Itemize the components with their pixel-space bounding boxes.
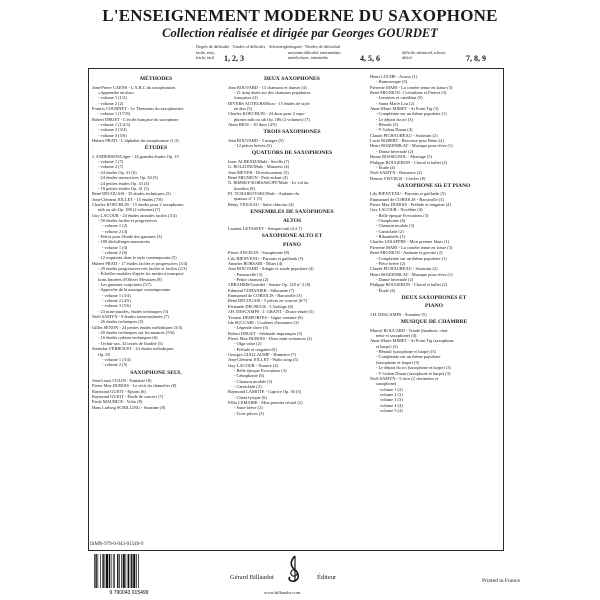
- catalog-entry: Marcel BOUCARD - Triade (hautbois, clari-: [370, 327, 449, 333]
- catalog-entry: Charles KOECHLIN - 15 études pour 2 saxophones: [92, 201, 184, 207]
- section-heading: PIANO: [282, 241, 302, 248]
- catalog-entry: Henri ROIZENBLAT - Musique pour rêver (1): [370, 271, 453, 277]
- barcode-bar: [113, 554, 114, 588]
- catalog-entry: - Techni-sax, 32 textes de fluidité (5): [98, 340, 163, 346]
- difficulty-legend: [196, 44, 496, 68]
- catalog-entry: Lily BIENVENU - Paysans et gaillarde (5): [370, 191, 446, 197]
- catalog-entry: Anne-Marie MIMET - At Point Tig (saxophone: [370, 338, 454, 344]
- catalog-entry: Philippe ROUGERON - Choral et ballet (2): [370, 159, 448, 165]
- barcode-bar: [133, 554, 135, 588]
- catalog-entry: - volume 3 (5/6): [98, 132, 127, 138]
- catalog-entry: Isaac ALBENIZ/Mule - Sevilla (7): [228, 158, 290, 164]
- catalog-entry: Robert DRUET - L'école française du saxophone: [92, 116, 179, 122]
- catalog-entry: - Danse hivernale (2): [376, 148, 414, 154]
- catalog-entry: Stanislas VERROUST - 24 études mélodiques: [92, 346, 174, 352]
- treble-clef-logo-icon: [284, 555, 306, 583]
- catalog-entry: - Complainte sur un thème populaire (1): [376, 111, 447, 117]
- catalog-entry: - 100 déchiffrages manuscrits: [98, 239, 150, 245]
- catalog-entry: Guy LACOUR - 24 études atonales faciles (3/4): [92, 212, 177, 218]
- catalog-entry: - 12 pièces brèves (5): [234, 143, 272, 149]
- catalog-entry: Jean-Clément JOLLET - 15 études (7/8): [92, 196, 163, 202]
- catalog-entry: Yvonne DESPORTES - Gigue variante (6): [228, 314, 303, 320]
- catalog-entry: tions limitées d'Olivier Messiaen (8): [98, 276, 162, 282]
- section-heading: MUSIQUE DE CHAMBRE: [400, 319, 468, 326]
- legend-heading: Degrés de difficulté · Grades of difficulty · Schwierigkeitsgrad · Niveles de dificultad: [196, 44, 340, 49]
- catalog-column-left: [92, 74, 220, 410]
- catalog-entry: J.H. DESCAMPS / J. GRANT - Douce étude (5): [228, 309, 314, 315]
- catalog-entry: - volume 2 (4): [102, 228, 128, 234]
- catalog-entry: - volume 1 (3/4): [102, 356, 131, 362]
- catalog-entry: Noël SAMYN - 9 études transcendantes (7): [92, 314, 169, 320]
- section-heading: QUATUORS DE SAXOPHONES: [251, 150, 333, 157]
- catalog-entry: Jean MEYER - Divertissement (5): [228, 169, 289, 175]
- catalog-entry: - 20 études techniques sur les nuances (5/6): [98, 330, 175, 336]
- barcode-digits: 9 790043 015499: [109, 590, 149, 595]
- legend-level-nums: 1, 2, 3: [224, 54, 244, 63]
- catalog-entry: Guy LACOUR - Nocéline (4): [370, 207, 423, 213]
- section-heading: MÉTHODES: [139, 76, 173, 82]
- catalog-entry: saxophone): [376, 381, 397, 387]
- catalog-column-middle: [228, 74, 356, 416]
- catalog-entry: Emmanuel de CORIOLIS - Barcarolle (3): [228, 293, 302, 299]
- catalog-entry: bourdon (8): [234, 185, 255, 191]
- barcode-bar: [114, 554, 115, 588]
- catalog-entry: Jean-Louis COLIN - Fantaisie (8): [92, 378, 152, 384]
- catalog-entry: Hubert PRATI - L'alphabet du saxophoniste (1/2): [92, 137, 179, 143]
- catalog-entry: - Ozraphonie (6): [376, 218, 406, 224]
- catalog-entry: et harpe) (3): [376, 343, 398, 349]
- catalog-entry: - volume 2 (3/4): [98, 127, 127, 133]
- catalog-entry: René MIGNION - Petit enfant (4): [228, 174, 288, 180]
- catalog-entry: - Pièce brève (2): [376, 260, 406, 266]
- page-title: L'ENSEIGNEMENT MODERNE DU SAXOPHONE: [102, 6, 498, 25]
- catalog-entry: Jean BOUVARD - 13 chansons et danses (4): [228, 84, 307, 90]
- section-heading: TROIS SAXOPHONES: [263, 129, 321, 136]
- catalog-entry: Jean BOUVARD - 5 images (5): [228, 137, 284, 143]
- barcode-bar: [131, 554, 132, 588]
- catalog-entry: Raymond GUIOT - Epsom (6): [92, 388, 146, 394]
- catalog-entry: DIVERS AUTEURS/Riou - 15 études de style: [228, 100, 310, 106]
- catalog-entry: (saxophone et harpe) (3): [376, 359, 420, 365]
- catalog-entry: - Étude (4): [376, 164, 396, 170]
- catalog-entry: Noël SAMYN - 5 trios (2 clarinettes et: [370, 375, 439, 381]
- barcode-bar: [105, 554, 106, 588]
- catalog-entry: - Chanson modale (3): [376, 223, 415, 229]
- catalog-entry: - 24 études Op. 21 (6): [98, 169, 137, 175]
- catalog-entry: - Pastourelle (3): [234, 271, 263, 277]
- page-subtitle: Collection réalisée et dirigée par Georges GOURDET: [162, 26, 438, 40]
- catalog-entry: Charles KOECHLIN - 24 duos pour 2 sapo-: [228, 111, 306, 117]
- catalog-entry: - Belle époque Evocations (3): [234, 367, 287, 373]
- catalog-entry: Hubert PRATI - 17 études faciles et progressives (3/4): [92, 260, 188, 266]
- catalog-entry: Jean-Pierre CAENS - L'A.B.C du saxophoniste,: [92, 84, 177, 90]
- catalog-entry: - Chanson modale (3): [234, 378, 273, 384]
- catalog-entry: - Y Galem Druan (saxophone et harpe) (3): [376, 370, 451, 376]
- publisher-name: Gérard Billaudot: [230, 574, 274, 581]
- barcode-bar: [130, 554, 131, 588]
- catalog-entry: Claude PICHAUREAU - Saximini (2): [370, 132, 438, 138]
- catalog-entry: - 50 études faciles et progressives: [98, 217, 158, 223]
- legend-level-label: facile, easy, leicht, fácil: [196, 50, 215, 60]
- catalog-entry: G. BOLZONI/Mule - Minuetto (4): [228, 164, 290, 170]
- catalog-entry: volume 4 (4): [380, 402, 403, 408]
- catalog-entry: Rémy VIOLEAU - Suite chinoise (4): [228, 201, 294, 207]
- catalog-entry: - volume 2 (6): [102, 249, 128, 255]
- barcode-bar: [95, 554, 96, 588]
- catalog-entry: Edmond COHANIER - Silhouette (7): [228, 287, 295, 293]
- catalog-entry: mib ou sib Op. 188 (2 volumes) (7): [98, 207, 161, 213]
- catalog-entry: - Les gammes conjointes (5/7): [98, 282, 152, 288]
- barcode-image: [92, 553, 166, 595]
- barcode-bar: [109, 554, 110, 588]
- catalog-entry: Laurent LETASSEY - Sempre tutti (4 à 7): [228, 226, 302, 232]
- catalog-entry: - Approche de la musique contemporaine: [98, 287, 171, 293]
- catalog-entry: Pierre Max DUBOIS - Le récit du chamelier (8): [92, 383, 177, 389]
- barcode-bar: [111, 554, 112, 588]
- catalog-entry: Pierre Max DUBOIS - Deux mini-romances (2): [228, 335, 312, 341]
- catalog-entry: - Y Galem Druan (4): [376, 127, 413, 133]
- catalog-entry: volume 5 (4): [380, 407, 403, 413]
- catalog-entry: Philippe ROUGERON - Choral et ballet (2): [370, 282, 448, 288]
- catalog-entry: - Canticlade (2): [234, 383, 262, 389]
- catalog-entry: Lucie ROBERT - Berceuse pour Rémi (2): [370, 138, 444, 144]
- catalog-entry: P.I. TCHAIKOVSKI/Mule - Andante du: [228, 191, 299, 196]
- catalog-entry: Hans Ludwig SCHILLING - Sonatine (8): [92, 404, 166, 410]
- catalog-entry: - Chant lyrique (6): [234, 394, 267, 400]
- legend-level-label: difficile, advanced, schwer, difícil: [402, 50, 446, 60]
- catalog-entry: Jean BOUVARD - Adagio et ronde populaire (4): [228, 266, 314, 272]
- catalog-entry: volume 3 (3): [380, 397, 403, 403]
- barcode-bar: [102, 554, 103, 588]
- catalog-entry: - Danse hivernale (2): [376, 276, 414, 282]
- legend-level-label: moyenne difficulté, intermediate, mittelschwer, intermedio: [288, 50, 342, 60]
- isbn-text: ISMN-979-0-043-01549-9: [90, 542, 144, 547]
- catalog-entry: - Trois pièces (3): [234, 410, 264, 416]
- catalog-entry: - Le départ du roi (saxophone et harpe) (3): [376, 365, 451, 371]
- catalog-entry: - 24 études instructives Op. 30 (5): [98, 175, 158, 181]
- catalog-entry: René MIGNION - Colombine et Pierrot (3): [370, 90, 447, 96]
- catalog-entry: J.H. DESCAMPS - Sonatine (5): [370, 311, 427, 317]
- catalog-entry: - Hérault (saxophone et harpe) (3): [376, 349, 436, 355]
- catalog-entry: - Belle époque Evocations (3): [376, 212, 429, 218]
- catalog-column-right: [370, 74, 498, 413]
- section-heading: ÉTUDES: [144, 145, 168, 152]
- catalog-entry: Claude PICHAUREAU - Saximini (2): [370, 266, 438, 272]
- catalog-entry: Gilles SENON - 24 petites études mélodiques (3/4): [92, 324, 183, 330]
- catalog-entry: Raymond GUIOT - Étude de concert (7): [92, 394, 164, 400]
- catalog-entry: - volume 2 (7): [98, 164, 124, 170]
- catalog-entry: - volume 3 (5/6): [102, 303, 131, 309]
- catalog-entry: - Olga valse (2): [234, 341, 262, 347]
- catalog-entry: - volume 1 (3/4): [102, 292, 131, 298]
- catalog-entry: - volume 1 (2): [102, 223, 128, 229]
- catalog-entry: Pierrette MARI - La comète tenue en laisse (3): [370, 244, 453, 250]
- publisher-url: www.billaudot.com: [264, 590, 301, 595]
- catalog-entry: Alain RIOU - 10 duos (4/5): [228, 121, 277, 127]
- barcode-bar: [106, 554, 108, 588]
- catalog-entry: - Complainte sur un thème populaire (1): [376, 255, 447, 261]
- catalog-entry: J.BRAHMS/Gourdet - Sonate Op. 120 n° 2 (8): [228, 282, 311, 288]
- barcode-bar: [138, 554, 139, 588]
- catalog-entry: - 18 petites études Op. 41 (5): [98, 185, 150, 191]
- catalog-entry: René DECOUAIS - 5 pièces en concert (6/7): [228, 298, 308, 304]
- section-heading: DEUX SAXOPHONES ET: [401, 294, 467, 301]
- catalog-entry: - Canticlade (2): [376, 228, 404, 234]
- catalog-entry: - 26 études techniques (5): [98, 319, 144, 325]
- catalog-entry: - Précis pour l'étude des gammes (3): [98, 233, 162, 239]
- barcode-bar: [117, 554, 118, 588]
- catalog-entry: - volume 1 (1/7/8): [98, 111, 131, 117]
- barcode-bar: [136, 554, 137, 588]
- section-heading: SAXOPHONE SEUL: [130, 369, 182, 376]
- barcode-bar: [94, 554, 95, 588]
- catalog-entry: Bruno ROSSIGNOL - Montage (5): [370, 154, 433, 160]
- catalog-entry: - volume 1 (1/2): [98, 95, 127, 101]
- catalog-entry: Paule MAURICE - Volio (8): [92, 399, 143, 405]
- catalog-entry: Anne-Marie MIMET - At Point Tig (3): [370, 106, 439, 112]
- printed-in-label: Printed in France: [482, 578, 520, 584]
- section-heading: DEUX SAXOPHONES: [264, 76, 320, 82]
- catalog-entry: - 12 esquisses dans le style contemporain (5): [98, 255, 177, 261]
- catalog-entry: - Prélude et rengaine (6): [234, 346, 277, 352]
- catalog-entry: Pierre Max DUBOIS - Prélude et rengaine (4): [370, 202, 451, 208]
- catalog-entry: Dennis VISVIKIS - Cercles (8): [370, 175, 426, 181]
- barcode-bar: [126, 554, 127, 588]
- catalog-entry: Anneles BORSARI - Blues (4): [228, 261, 283, 267]
- catalog-entry: - 29 études progressives très faciles et faciles (2/3): [98, 266, 187, 271]
- catalog-entry: - 24 petites études Op. 33 (4): [98, 180, 150, 186]
- catalog-entry: - Petite chanson (2): [234, 277, 269, 283]
- catalog-entry: en duo (5): [234, 105, 253, 111]
- catalog-entry: Henri LOCHE - Arioso (1): [370, 74, 418, 79]
- catalog-entry: - volume 2 (5): [102, 362, 128, 368]
- catalog-entry: René DECOUAIS - 35 études techniques (5): [92, 191, 171, 197]
- catalog-entry: - 21 mini duets sur des chansons populaires: [234, 89, 311, 95]
- barcode-bar: [119, 554, 120, 588]
- catalog-entry: - volume 1 (4): [102, 244, 128, 250]
- section-heading: ENSEMBLES DE SAXOPHONES: [250, 209, 334, 216]
- catalog-entry: Lily BIENVENU - Paysans et gaillards (5): [228, 255, 304, 261]
- catalog-entry: - Hérault (3): [376, 122, 398, 128]
- catalog-entry: phones mib ou sib Op. 186 (2 volumes) (7): [234, 116, 310, 122]
- catalog-entry: - Suite brève (2): [234, 405, 263, 411]
- barcode-bar: [121, 554, 122, 588]
- catalog-entry: Georges GUILLAUME - Humenoi (7): [228, 351, 296, 357]
- catalog-entry: Raymond LAMOTE - Caprice Op. 36 (5): [228, 389, 302, 395]
- catalog-entry: françaises (2): [234, 95, 258, 101]
- catalog-entry: Pierre ANCELIN - Saxophonie (8): [228, 250, 290, 256]
- catalog-entry: N. RIMSKY-KORSAKOFF/Mule - Le vol du: [228, 180, 309, 186]
- catalog-entry: Jean-Clément JOLLET - Waltz song (3): [228, 357, 299, 363]
- catalog-entry: Francis COURNET - Le Thesaurus du saxophoniste: [92, 105, 184, 111]
- catalog-entry: - Cénophonie (6): [234, 373, 264, 379]
- section-heading: PIANO: [424, 303, 444, 310]
- catalog-entry: - Échelles modales d'après les modes à transposi-: [98, 271, 185, 277]
- publisher-role: Éditeur: [317, 574, 337, 581]
- catalog-entry: Guy LACOUR - Nuance (4): [228, 362, 278, 368]
- catalog-entry: nette et saxophone) (4): [376, 333, 417, 339]
- catalog-entry: Félix LEMAIRE - Mon premier récital (2): [228, 400, 303, 405]
- catalog-entry: Pierrette MARI - La comète tenue en laisse (3): [370, 84, 453, 90]
- catalog-entry: Noël SAMYN - Romance (2): [370, 170, 422, 176]
- barcode-bar: [128, 554, 129, 588]
- catalog-entry: - Étude (4): [376, 287, 396, 293]
- catalog-entry: «Apprendre en duo»: [98, 89, 135, 95]
- catalog-entry: Ida SUCCARI - Couleurs d'automne (3): [228, 319, 299, 325]
- catalog-entry: - volume 2 (2): [98, 100, 124, 106]
- legend-level-nums: 7, 8, 9: [466, 54, 486, 63]
- catalog-entry: - 23 mini-puzzles, études techniques (3): [98, 308, 169, 314]
- catalog-entry: René MIGNION - Andante et gavotte (2): [370, 250, 443, 256]
- catalog-entry: Fernande DECRUCK - L'horloge (6): [228, 303, 294, 309]
- section-heading: ALTOS: [282, 217, 302, 224]
- catalog-entry: Charles LESAFFRE - Mon premier blues (1): [370, 239, 450, 245]
- catalog-entry: Henri ROIZENBLAT - Musique pour rêver (1): [370, 143, 453, 149]
- catalog-entry: J. ANDERSEN/Léger - 24 grandes études Op. 15: [92, 153, 179, 159]
- barcode-bar: [98, 554, 99, 588]
- catalog-entry: - volume 1 (7): [98, 159, 124, 165]
- legend-level-nums: 4, 5, 6: [360, 54, 380, 63]
- catalog-entry: volume 2 (3): [380, 391, 403, 397]
- catalog-entry: - Santa Marie Lou (2): [376, 100, 415, 106]
- catalog-entry: volume 1 (2): [380, 386, 403, 392]
- catalog-entry: quatuor n° 1 (5): [234, 196, 262, 202]
- catalog-entry: - Ribambelle (1): [376, 234, 406, 240]
- catalog-entry: - Le départ du roi (3): [376, 116, 413, 122]
- section-heading: SAXOPHONE SI♭ ET PIANO: [397, 182, 471, 189]
- barcode-bar: [100, 554, 101, 588]
- catalog-entry: - 16 études rythmo-techniques (6): [98, 335, 158, 341]
- catalog-entry: - Humoresque (5): [376, 79, 408, 85]
- barcode-bar: [123, 554, 125, 588]
- catalog-entry: - Complainte sur un thème populaire: [376, 354, 441, 360]
- catalog-entry: Robert DRUET - Sérénade impromptu (5): [228, 330, 303, 336]
- catalog-entry: - volume 2 (4/5): [102, 298, 131, 304]
- catalog-entry: - volume 1 (1/2/3): [98, 121, 131, 127]
- catalog-entry: - Lumières et cantilène (5): [376, 95, 423, 101]
- section-heading: SAXOPHONE ALTO ET: [261, 233, 323, 240]
- catalog-entry: - Légende slave (3): [234, 325, 269, 331]
- catalog-entry: Emmanuel de CORIOLIS - Barcarolle (3): [370, 196, 444, 202]
- catalog-entry: Op. 65: [98, 351, 110, 357]
